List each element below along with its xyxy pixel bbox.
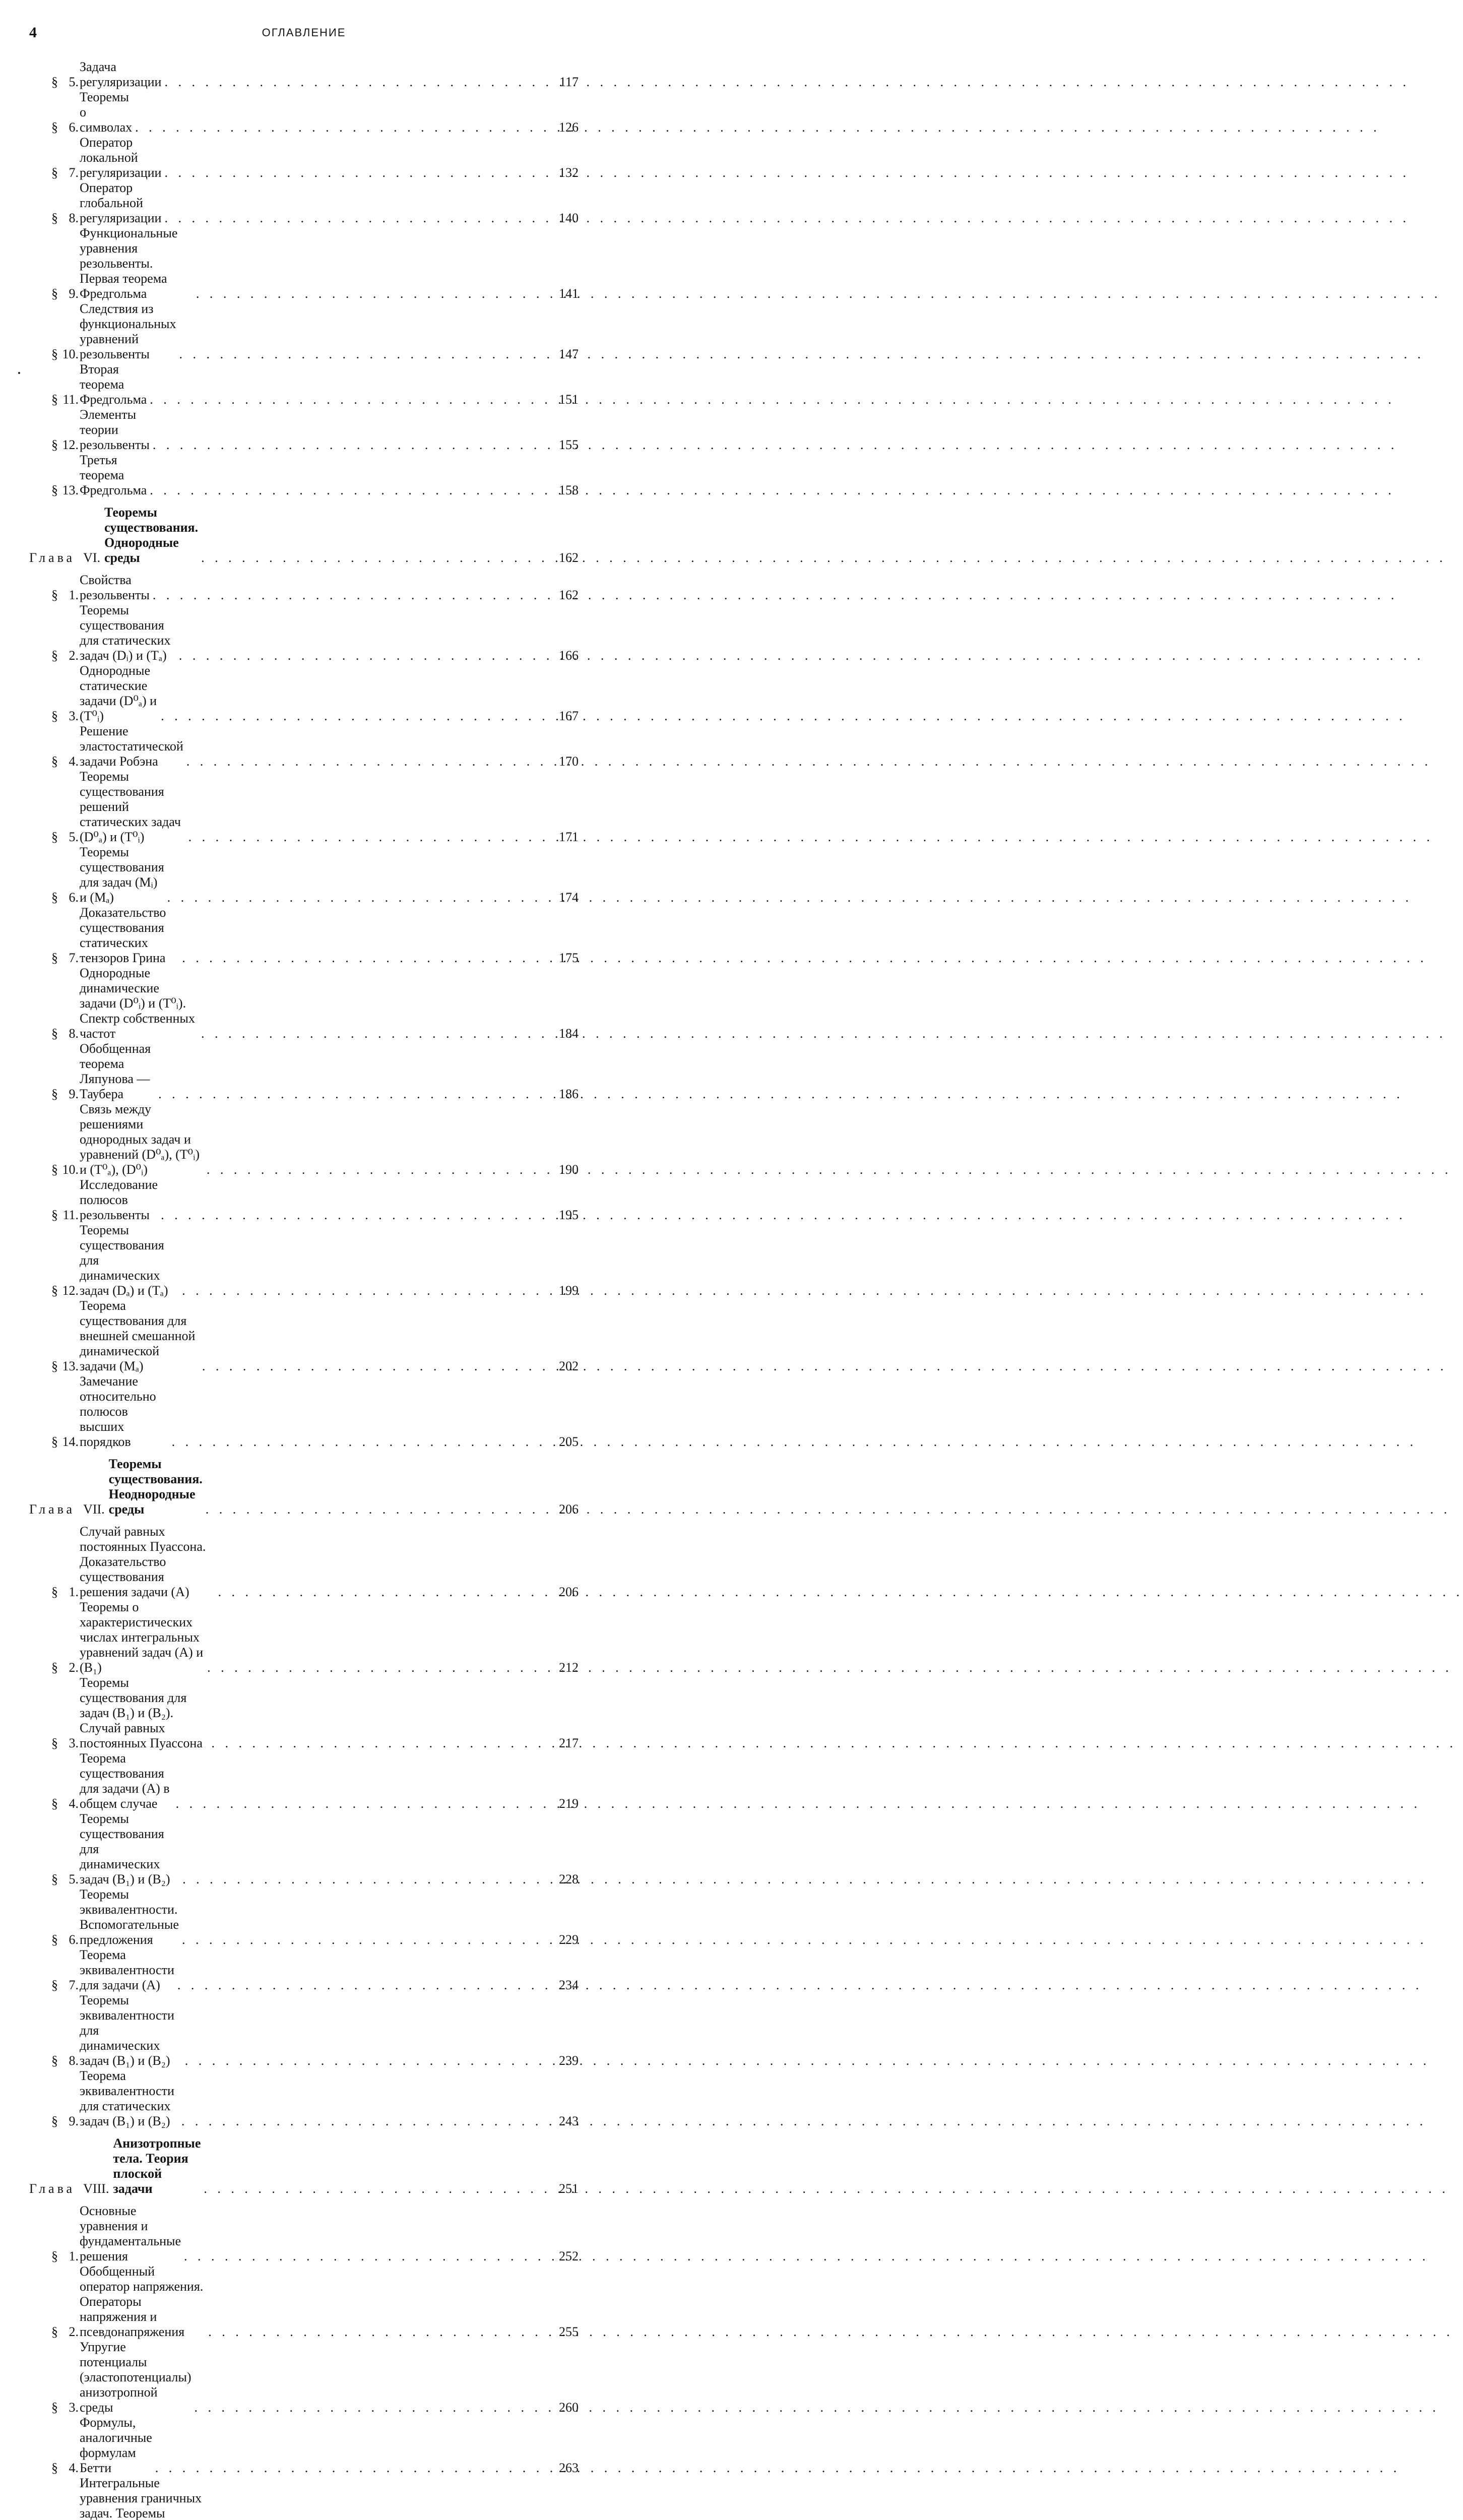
page-ref: 206 — [559, 1585, 579, 1599]
section-number: 6. — [69, 890, 79, 905]
section-sign: § — [51, 2114, 58, 2128]
section-entry — [29, 769, 579, 845]
page-ref: 175 — [559, 951, 579, 965]
chapter-title: Теоремы существования. Неоднородные среды — [108, 1457, 203, 1517]
section-number: 2. — [69, 648, 79, 663]
dot-leader — [158, 1087, 551, 1102]
section-entry — [29, 2264, 579, 2340]
dot-leader — [196, 286, 551, 301]
dot-leader — [172, 1434, 551, 1450]
section-entry — [29, 1524, 579, 1600]
section-number: 1. — [69, 588, 79, 602]
section-entry — [29, 1600, 579, 1675]
section-sign: § — [51, 2324, 58, 2339]
section-entry — [29, 905, 579, 966]
dot-leader — [201, 1026, 551, 1041]
page-ref: 219 — [559, 1796, 579, 1811]
section-title: Доказательство существования статических тензоров Грина — [80, 905, 166, 965]
section-sign: § — [51, 951, 58, 965]
section-title: Оператор локальной регуляризации — [80, 135, 162, 180]
section-title: Теорема эквивалентности для статических задач (B₁) и (B₂) — [80, 2068, 174, 2128]
section-entry — [29, 180, 579, 226]
section-title: Решение эластостатической задачи Робэна — [80, 724, 183, 769]
chapter-number: VI. — [83, 550, 101, 565]
section-entry — [29, 453, 579, 498]
section-title: Теоремы о характеристических числах интегральных уравнений задач (A) и (B₁) — [80, 1600, 204, 1675]
page-ref: 212 — [559, 1660, 579, 1675]
section-sign: § — [51, 286, 58, 301]
page-ref: 151 — [559, 392, 579, 407]
section-sign: § — [51, 1872, 58, 1886]
section-entry — [29, 724, 579, 769]
table-of-contents — [29, 59, 579, 2520]
section-sign: § — [51, 588, 58, 602]
section-number: 5. — [69, 75, 79, 89]
section-title: Теоремы эквивалентности. Вспомогательные предложения — [80, 1887, 179, 1947]
section-sign: § — [51, 754, 58, 769]
page-ref: 251 — [559, 2181, 579, 2196]
dot-leader — [179, 648, 551, 663]
section-entry — [29, 2476, 579, 2520]
section-number: 14. — [62, 1434, 79, 1449]
dot-leader — [155, 2461, 551, 2476]
section-sign: § — [51, 2400, 58, 2415]
section-sign: § — [51, 2249, 58, 2263]
section-number: 4. — [69, 2461, 79, 2475]
section-sign: § — [51, 1283, 58, 1298]
section-entry — [29, 966, 579, 1041]
section-title: Теоремы существования для статических задач (Dᵢ) и (Tₐ) — [80, 603, 171, 663]
section-entry — [29, 301, 579, 362]
section-entry — [29, 226, 579, 301]
dot-leader — [207, 1660, 551, 1675]
dot-leader — [218, 1585, 551, 1600]
section-sign: § — [51, 1585, 58, 1599]
page-ref: 126 — [559, 120, 579, 135]
dot-leader — [195, 2400, 552, 2415]
section-number: 11. — [62, 392, 79, 407]
section-number: 2. — [69, 1660, 79, 1675]
section-title: Теорема существования для задачи (A) в общем случае — [80, 1751, 170, 1811]
section-entry — [29, 2415, 579, 2476]
section-number: 9. — [69, 1087, 79, 1101]
page-ref: 141 — [559, 286, 579, 301]
section-number: 9. — [69, 2114, 79, 2128]
chapter-title: Теоремы существования. Однородные среды — [104, 505, 199, 565]
section-title: Теоремы существования для динамических задач (Dₐ) и (Tₐ) — [80, 1223, 168, 1298]
page-ref: 234 — [559, 1978, 579, 1992]
page-ref: 228 — [559, 1872, 579, 1886]
dot-leader — [150, 392, 551, 407]
page-ref: 167 — [559, 709, 579, 723]
section-sign: § — [51, 830, 58, 844]
section-title: Теоремы существования решений статических задач (D⁰ₐ) и (T⁰ᵢ) — [80, 769, 181, 844]
page-ref: 243 — [559, 2114, 579, 2128]
dot-leader — [201, 550, 551, 565]
chapter-number: VIII. — [83, 2181, 109, 2196]
section-entry — [29, 1675, 579, 1751]
section-title: Вторая теорема Фредгольма — [80, 362, 147, 407]
page-ref: 195 — [559, 1208, 579, 1222]
page-ref: 186 — [559, 1087, 579, 1101]
section-entry — [29, 1223, 579, 1298]
section-sign: § — [51, 1087, 58, 1101]
section-title: Элементы теории резольвенты — [80, 407, 150, 452]
page-ref: 190 — [559, 1162, 579, 1177]
section-number: 4. — [69, 754, 79, 769]
dot-leader — [164, 165, 551, 180]
dot-leader — [153, 588, 551, 603]
dot-leader — [177, 1978, 551, 1993]
section-number: 8. — [69, 211, 79, 225]
section-sign: § — [51, 2461, 58, 2475]
section-sign: § — [51, 437, 58, 452]
section-sign: § — [51, 1162, 58, 1177]
section-title: Задача регуляризации — [80, 59, 162, 89]
section-number: 3. — [69, 709, 79, 723]
section-entry — [29, 59, 579, 90]
section-number: 8. — [69, 1026, 79, 1041]
margin-dot — [18, 372, 20, 374]
section-entry — [29, 663, 579, 724]
page-number: 4 — [29, 24, 37, 41]
section-number: 6. — [69, 1932, 79, 1947]
section-title: Исследование полюсов резольвенты — [80, 1177, 158, 1222]
section-entry — [29, 2068, 579, 2129]
page-ref: 206 — [559, 1502, 579, 1517]
section-title: Замечание относительно полюсов высших порядков — [80, 1374, 156, 1449]
section-title: Однородные динамические задачи (D⁰ᵢ) и (T⁰ᵢ). Спектр собственных частот — [80, 966, 195, 1041]
page-ref: 239 — [559, 2053, 579, 2068]
section-sign: § — [51, 2053, 58, 2068]
dot-leader — [150, 483, 551, 498]
dot-leader — [179, 347, 551, 362]
section-number: 7. — [69, 1978, 79, 1992]
page-ref: 184 — [559, 1026, 579, 1041]
section-sign: § — [51, 347, 58, 361]
dot-leader — [161, 709, 551, 724]
section-sign: § — [51, 392, 58, 407]
page-ref: 155 — [559, 437, 579, 452]
section-sign: § — [51, 648, 58, 663]
section-title: Третья теорема Фредгольма — [80, 453, 147, 497]
dot-leader — [182, 1872, 551, 1887]
dot-leader — [181, 2114, 551, 2129]
section-entry — [29, 603, 579, 663]
section-number: 3. — [69, 2400, 79, 2415]
section-number: 10. — [62, 347, 79, 361]
section-title: Теорема существования для внешней смешанной динамической задачи (Mₐ) — [80, 1298, 196, 1373]
chapter-entry — [29, 2136, 579, 2196]
page-ref: 166 — [559, 648, 579, 663]
section-title: Обобщенная теорема Ляпунова — Таубера — [80, 1041, 151, 1101]
chapter-label: Глава — [29, 1502, 76, 1517]
dot-leader — [208, 2324, 551, 2340]
running-title: ОГЛАВЛЕНИЕ — [262, 26, 346, 39]
page-ref: 252 — [559, 2249, 579, 2263]
section-title: Свойства резольвенты — [80, 573, 150, 602]
chapter-entry — [29, 505, 579, 565]
page-ref: 202 — [559, 1359, 579, 1373]
section-title: Обобщенный оператор напряжения. Операторы напряжения и псевдонапряжения — [80, 2264, 204, 2339]
section-number: 10. — [62, 1162, 79, 1177]
section-number: 6. — [69, 120, 79, 135]
chapter-label: Глава — [29, 550, 76, 565]
section-title: Теоремы о символах — [80, 90, 133, 135]
section-entry — [29, 407, 579, 453]
section-number: 8. — [69, 2053, 79, 2068]
dot-leader — [186, 754, 551, 769]
section-entry — [29, 1887, 579, 1947]
page-ref: 174 — [559, 890, 579, 905]
section-entry — [29, 1102, 579, 1177]
dot-leader — [185, 2053, 551, 2068]
page-ref: 260 — [559, 2400, 579, 2415]
section-sign: § — [51, 1660, 58, 1675]
section-entry — [29, 362, 579, 407]
section-sign: § — [51, 1796, 58, 1811]
section-title: Теоремы существования для динамических задач (B₁) и (B₂) — [80, 1811, 170, 1886]
section-sign: § — [51, 1359, 58, 1373]
section-sign: § — [51, 483, 58, 497]
section-entry — [29, 1993, 579, 2068]
dot-leader — [206, 1502, 551, 1517]
section-number: 13. — [62, 1359, 79, 1373]
section-entry — [29, 845, 579, 905]
section-title: Теорема эквивалентности для задачи (A) — [80, 1947, 174, 1992]
section-number: 5. — [69, 830, 79, 844]
section-number: 12. — [62, 437, 79, 452]
section-sign: § — [51, 120, 58, 135]
page-ref: 117 — [559, 75, 579, 89]
page-ref: 217 — [559, 1736, 579, 1750]
section-number: 1. — [69, 2249, 79, 2263]
dot-leader — [211, 1736, 551, 1751]
section-sign: § — [51, 1736, 58, 1750]
section-entry — [29, 90, 579, 135]
section-number: 12. — [62, 1283, 79, 1298]
section-sign: § — [51, 1434, 58, 1449]
section-entry — [29, 1298, 579, 1374]
section-title: Формулы, аналогичные формулам Бетти — [80, 2415, 152, 2475]
section-number: 7. — [69, 165, 79, 180]
section-sign: § — [51, 75, 58, 89]
section-title: Интегральные уравнения граничных задач. Теоремы — [80, 2476, 202, 2520]
section-sign: § — [51, 1978, 58, 1992]
dot-leader — [135, 120, 551, 135]
page-ref: 147 — [559, 347, 579, 361]
section-entry — [29, 2203, 579, 2264]
page-ref: 132 — [559, 165, 579, 180]
section-sign: § — [51, 1208, 58, 1222]
section-title: Основные уравнения и фундаментальные решения — [80, 2203, 181, 2263]
chapter-number: VII. — [83, 1502, 105, 1517]
dot-leader — [184, 2249, 551, 2264]
dot-leader — [153, 437, 551, 453]
dot-leader — [182, 1932, 551, 1947]
section-entry — [29, 573, 579, 603]
section-entry — [29, 135, 579, 180]
dot-leader — [202, 1359, 551, 1374]
section-number: 11. — [62, 1208, 79, 1222]
section-title: Теоремы существования для задач (Mᵢ) и (Mₐ) — [80, 845, 164, 905]
dot-leader — [207, 1162, 551, 1177]
section-title: Теоремы эквивалентности для динамических задач (B₁) и (B₂) — [80, 1993, 174, 2068]
chapter-title: Анизотропные тела. Теория плоской задачи — [113, 2136, 201, 2196]
section-title: Случай равных постоянных Пуассона. Доказательство существования решения задачи (A) — [80, 1524, 206, 1599]
section-entry — [29, 1947, 579, 1993]
section-sign: § — [51, 211, 58, 225]
page-ref: 263 — [559, 2461, 579, 2475]
section-number: 5. — [69, 1872, 79, 1886]
section-entry — [29, 1374, 579, 1450]
section-title: Связь между решениями однородных задач и уравнений (D⁰ₐ), (T⁰ᵢ) и (T⁰ₐ), (D⁰ᵢ) — [80, 1102, 200, 1177]
dot-leader — [164, 75, 551, 90]
page-header — [29, 24, 579, 44]
dot-leader — [182, 1283, 551, 1298]
page-ref: 158 — [559, 483, 579, 497]
section-title: Следствия из функциональных уравнений резольвенты — [80, 301, 176, 361]
dot-leader — [167, 890, 551, 905]
section-title: Теоремы существования для задач (B₁) и (B₂). Случай равных постоянных Пуассона — [80, 1675, 203, 1750]
chapter-label: Глава — [29, 2181, 76, 2196]
section-number: 9. — [69, 286, 79, 301]
dot-leader — [164, 211, 551, 226]
page-ref: 229 — [559, 1932, 579, 1947]
section-sign: § — [51, 1932, 58, 1947]
section-number: 4. — [69, 1796, 79, 1811]
dot-leader — [204, 2181, 551, 2196]
section-number: 3. — [69, 1736, 79, 1750]
page-ref: 171 — [559, 830, 579, 844]
section-entry — [29, 1177, 579, 1223]
section-title: Однородные статические задачи (D⁰ₐ) и (T⁰ᵢ) — [80, 663, 157, 723]
section-entry — [29, 1041, 579, 1102]
dot-leader — [182, 951, 551, 966]
section-title: Упругие потенциалы (эластопотенциалы) анизотропной среды — [80, 2340, 192, 2415]
section-sign: § — [51, 1026, 58, 1041]
page-ref: 255 — [559, 2324, 579, 2339]
page-ref: 199 — [559, 1283, 579, 1298]
page-ref: 162 — [559, 550, 579, 565]
section-number: 2. — [69, 2324, 79, 2339]
section-entry — [29, 1811, 579, 1887]
page-ref: 205 — [559, 1434, 579, 1449]
page-ref: 170 — [559, 754, 579, 769]
chapter-entry — [29, 1457, 579, 1517]
section-number: 7. — [69, 951, 79, 965]
dot-leader — [188, 830, 551, 845]
page-ref: 162 — [559, 588, 579, 602]
section-number: 13. — [62, 483, 79, 497]
dot-leader — [176, 1796, 551, 1811]
section-entry — [29, 1751, 579, 1811]
section-sign: § — [51, 709, 58, 723]
page-ref: 140 — [559, 211, 579, 225]
section-number: 1. — [69, 1585, 79, 1599]
section-sign: § — [51, 165, 58, 180]
section-entry — [29, 2340, 579, 2415]
section-sign: § — [51, 890, 58, 905]
dot-leader — [161, 1208, 551, 1223]
section-title: Оператор глобальной регуляризации — [80, 180, 162, 225]
section-title: Функциональные уравнения резольвенты. Первая теорема Фредгольма — [80, 226, 178, 301]
